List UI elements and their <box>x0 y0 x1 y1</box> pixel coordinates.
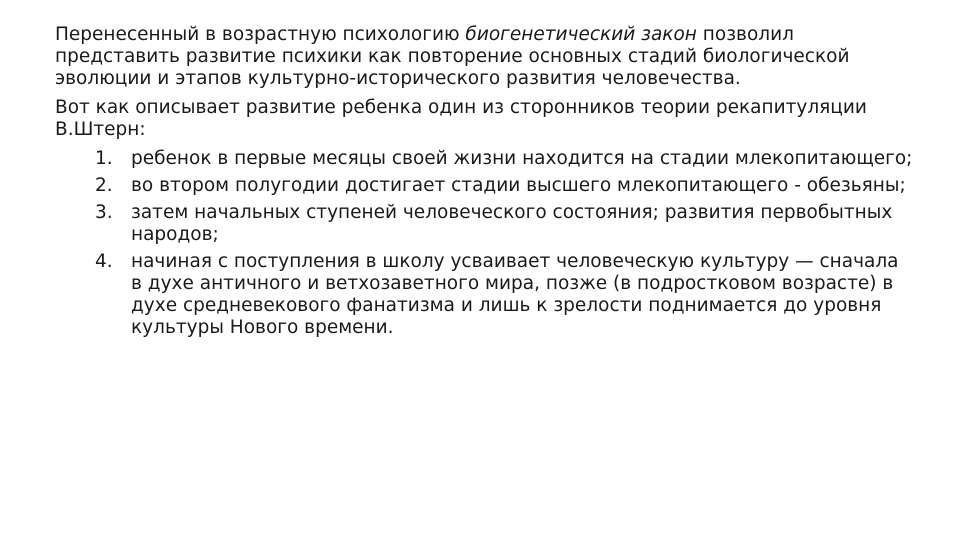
list-item <box>55 148 915 170</box>
stages-list <box>55 148 915 339</box>
list-item-number: 1. <box>95 148 113 169</box>
paragraph-intro-start: Перенесенный в возрастную психологию <box>55 24 466 45</box>
list-item-text: затем начальных ступеней человеческого состояния; развития первобытных народов; <box>131 202 893 245</box>
list-item-text: ребенок в первые месяцы своей жизни находится на стадии млекопитающего; <box>131 148 913 169</box>
list-item <box>55 202 915 246</box>
list-item-number: 2. <box>95 175 113 196</box>
emphasis-biogenetic-law: биогенетический закон <box>465 24 697 45</box>
list-item <box>55 175 915 197</box>
paragraph-intro-end: позволил представить развитие психики как повторение основных стадий биологической эволюции и этапов культурно-исторического развития человечества. <box>55 24 850 89</box>
slide-content <box>55 24 915 344</box>
list-item-text: начиная с поступления в школу усваивает человеческую культуру — сначала в духе античного и ветхозаветного мира, позже (в подростковом возрасте) в духе средневекового фанатизма и лишь к зрелости поднимается до уровня культуры Нового времени. <box>131 251 899 338</box>
list-item-number: 3. <box>95 202 113 223</box>
list-item-number: 4. <box>95 251 113 272</box>
list-item <box>55 251 915 339</box>
paragraph-intro <box>55 24 900 90</box>
paragraph-stern: Вот как описывает развитие ребенка один из сторонников теории рекапитуляции В.Штерн: <box>55 97 867 140</box>
list-item-text: во втором полугодии достигает стадии высшего млекопитающего - обезьяны; <box>131 175 906 196</box>
